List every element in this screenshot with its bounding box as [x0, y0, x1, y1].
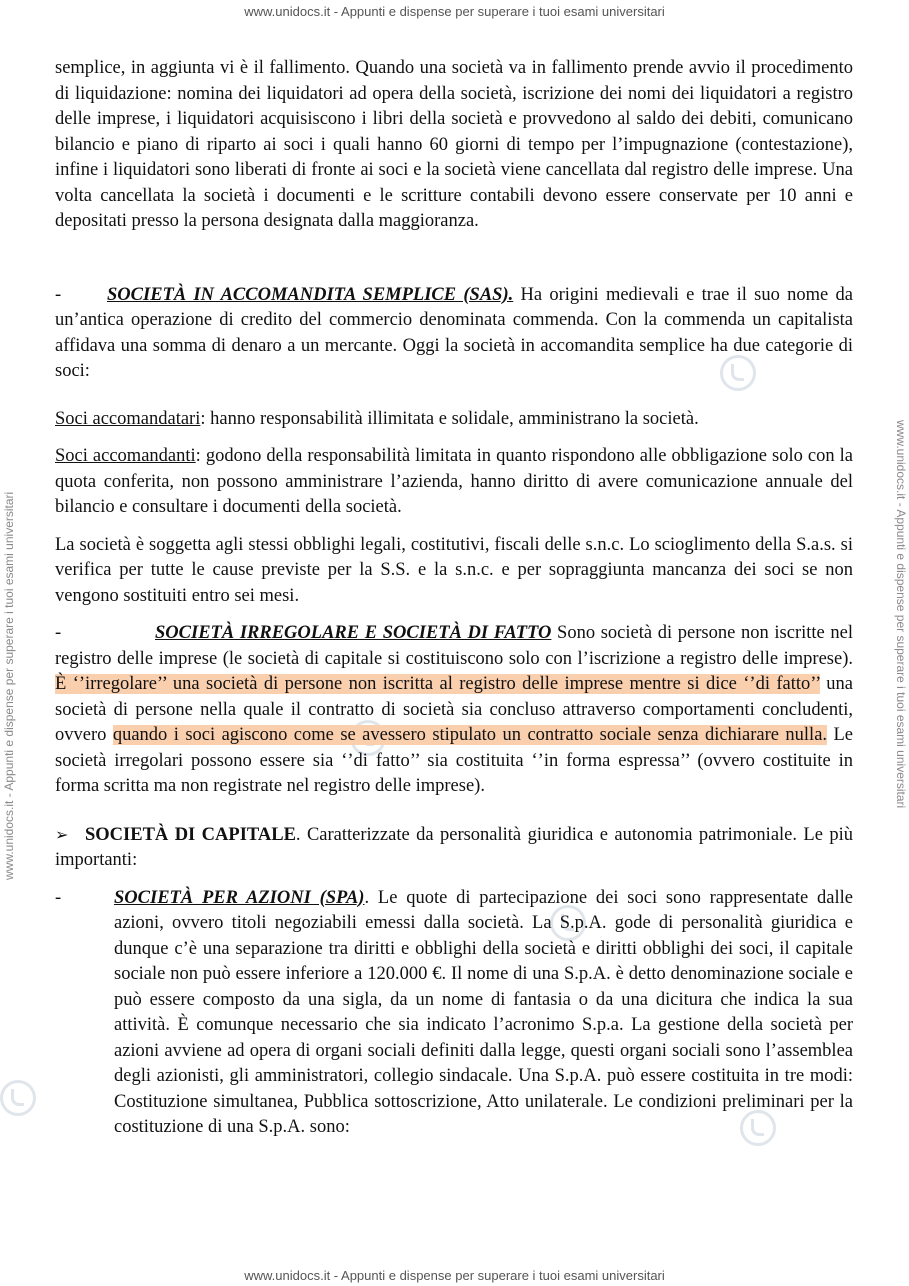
- irregolare-body-2: una società di persone nella quale il contratto di società sia concluso attraverso comportamenti concludenti, ovvero: [55, 674, 853, 745]
- accomandatari-body: : hanno responsabilità illimitata e solidale, amministrano la società.: [200, 408, 699, 429]
- paragraph-liquidation: semplice, in aggiunta vi è il fallimento. Quando una società va in fallimento prende avvio il procedimento di liquidazione: nomina dei liquidatori ad opera della società, iscrizione dei nomi dei liquidatori a registro delle imprese, i liquidatori acquisiscono i libri della società e provvedono al saldo dei debiti, comunicano bilancio e piano di riparto ai soci i quali hanno 60 giorni di tempo per l’impugnazione (contestazione), infine i liquidatori sono liberati di fronte ai soci e la società viene cancellata dal registro delle imprese. Una volta cancellata la società i documenti e le scritture contabili devono essere conservate per 10 anni e depositati presso la persona designata dalla maggioranza.: [55, 58, 853, 231]
- watermark-top: www.unidocs.it - Appunti e dispense per superare i tuoi esami universitari: [244, 4, 665, 19]
- spa-body: . Le quote di partecipazione dei soci sono rappresentate dalle azioni, ovvero titoli negoziabili emessi dalla società. La S.p.A. gode di personalità giuridica e dunque c’è una separazione tra diritti e obblighi della società e diritti obblighi dei soci, il capitale sociale non può essere inferiore a 120.000 €. Il nome di una S.p.A. è detto denominazione sociale e può essere composto da una sigla, da un nome di fantasia o da una dicitura che indica la sua attività. È comunque necessario che sia indicato l’acronimo S.p.a. La gestione della società per azioni avviene ad opera di organi sociali definiti dalla legge, questi organi sociali sono l’assemblea degli azionisti, gli amministratori, collegio sindacale. Una S.p.A. può essere costituita in tre modi: Costituzione simultanea, Pubblica sottoscrizione, Atto unilaterale. Le condizioni preliminari per la costituzione di una S.p.A. sono:: [114, 887, 853, 1137]
- section-spa: [55, 886, 853, 1141]
- section-title-sas: SOCIETÀ IN ACCOMANDITA SEMPLICE (SAS).: [107, 284, 514, 305]
- list-marker: -: [55, 623, 62, 643]
- sas-body: Ha origini medievali e trae il suo nome da un’antica operazione di credito del commercio denominata commenda. Con la commenda un capitalista affidava una somma di denaro a un mercante. Oggi la società in accomandita semplice ha due categorie di soci:: [55, 284, 853, 381]
- section-title-spa: SOCIETÀ PER AZIONI (SPA): [114, 887, 365, 908]
- highlight-di-fatto: quando i soci agiscono come se avessero stipulato un contratto sociale senza dichiarare nulla.: [112, 725, 828, 745]
- document-page: [55, 56, 853, 1141]
- section-irregolare: [55, 621, 853, 800]
- accomandanti-body: : godono della responsabilità limitata in quanto rispondono alle obbligazione solo con la quota conferita, non possono amministrare l’azienda, hanno diritto di avere comunicazione annuale del bilancio e consultare i documenti della società.: [55, 446, 853, 517]
- irregolare-body-1: Sono società di persone non iscritte nel registro delle imprese (le società di capitale si costituiscono solo con l’iscrizione a registro delle imprese).: [55, 623, 853, 669]
- section-sas: [55, 283, 853, 385]
- section-title-irregolare: SOCIETÀ IRREGOLARE E SOCIETÀ DI FATTO: [155, 623, 552, 643]
- watermark-right: www.unidocs.it - Appunti e dispense per superare i tuoi esami universitari: [894, 420, 908, 809]
- soci-accomandanti: [55, 444, 853, 521]
- highlight-irregolare: È ‘’irregolare’’ una società di persone non iscritta al registro delle imprese mentre si dice ‘’di fatto’’: [55, 674, 820, 694]
- capitale-body: . Caratterizzate da personalità giuridica e autonomia patrimoniale. Le più importanti:: [55, 824, 854, 870]
- irregolare-body-3: Le società irregolari possono essere sia ‘’di fatto’’ sia costituita ‘’in forma espressa’’ (ovvero costituite in forma scritta ma non registrate nel registro delle imprese).: [55, 725, 853, 796]
- watermark-bottom: www.unidocs.it - Appunti e dispense per superare i tuoi esami universitari: [244, 1268, 665, 1283]
- list-marker: -: [55, 284, 62, 305]
- watermark-logo-icon: [0, 1080, 36, 1116]
- list-marker: -: [55, 887, 62, 908]
- paragraph-sas-rules: La società è soggetta agli stessi obblighi legali, costitutivi, fiscali delle s.n.c. Lo scioglimento della S.a.s. si verifica per tutte le cause previste per la S.S. e la s.n.c. e per sopraggiunta mancanza dei soci se non vengono sostituiti entro sei mesi.: [55, 534, 853, 606]
- section-capitale: [55, 822, 853, 874]
- term-accomandatari: Soci accomandatari: [55, 408, 201, 429]
- arrow-bullet-icon: ➢: [55, 824, 69, 844]
- term-accomandanti: Soci accomandanti: [55, 446, 196, 466]
- soci-accomandatari: [55, 407, 853, 433]
- watermark-left: www.unidocs.it - Appunti e dispense per superare i tuoi esami universitari: [2, 491, 16, 880]
- section-title-capitale: SOCIETÀ DI CAPITALE: [85, 824, 296, 845]
